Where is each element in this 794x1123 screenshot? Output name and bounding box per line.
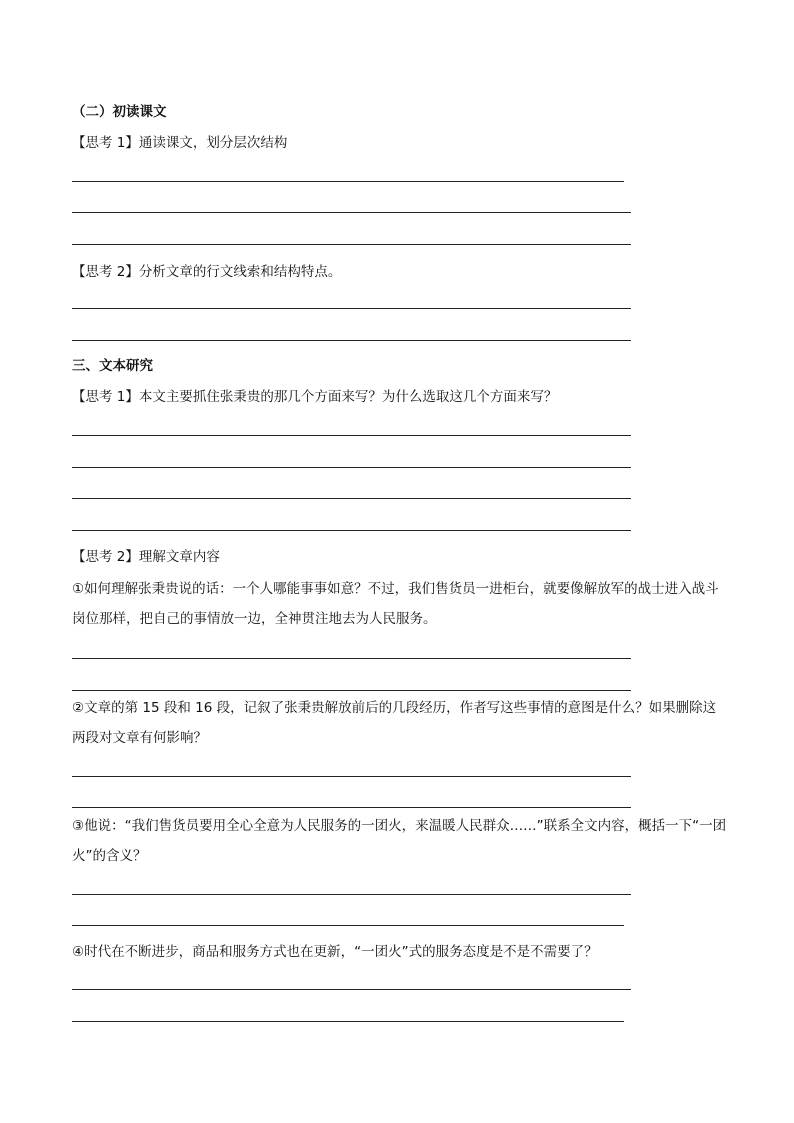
section-heading-text-study: 三、文本研究 xyxy=(72,358,153,374)
sub-question-1: ①如何理解张秉贵说的话：一个人哪能事事如意？不过，我们售货员一进柜台，就要像解放军的战士进入战斗岗位那样，把自己的事情放一边，全神贯注地去为人民服务。 xyxy=(72,581,719,627)
answer-line xyxy=(72,467,631,468)
answer-line xyxy=(72,1021,624,1022)
answer-line xyxy=(72,989,631,990)
question-understand: 【思考 2】理解文章内容 xyxy=(72,549,220,565)
answer-line xyxy=(72,498,631,499)
answer-line xyxy=(72,181,624,182)
sub-question-3: ③他说：“我们售货员要用全心全意为人民服务的一团火，来温暖人民群众……”联系全文内容，概括一下“一团火”的含义？ xyxy=(72,818,727,864)
answer-line xyxy=(72,244,631,245)
sub-question-2: ②文章的第 15 段和 16 段，记叙了张秉贵解放前后的几段经历，作者写这些事情的意图是什么？如果删除这两段对文章有何影响？ xyxy=(72,700,717,746)
question-aspects: 【思考 1】本文主要抓住张秉贵的那几个方面来写？为什么选取这几个方面来写？ xyxy=(72,389,558,405)
question-clues: 【思考 2】分析文章的行文线索和结构特点。 xyxy=(72,264,342,280)
question-structure: 【思考 1】通读课文，划分层次结构 xyxy=(72,135,288,151)
answer-line xyxy=(72,212,631,213)
answer-line xyxy=(72,340,631,341)
answer-line xyxy=(72,807,631,808)
answer-line xyxy=(72,776,631,777)
answer-line xyxy=(72,690,631,691)
answer-line xyxy=(72,435,631,436)
answer-line xyxy=(72,308,631,309)
sub-question-4: ④时代在不断进步，商品和服务方式也在更新，“一团火”式的服务态度是不是不需要了？ xyxy=(72,944,598,960)
answer-line xyxy=(72,894,631,895)
section-heading-first-reading: （二）初读课文 xyxy=(72,104,167,120)
answer-line xyxy=(72,530,631,531)
answer-line xyxy=(72,925,624,926)
answer-line xyxy=(72,658,631,659)
